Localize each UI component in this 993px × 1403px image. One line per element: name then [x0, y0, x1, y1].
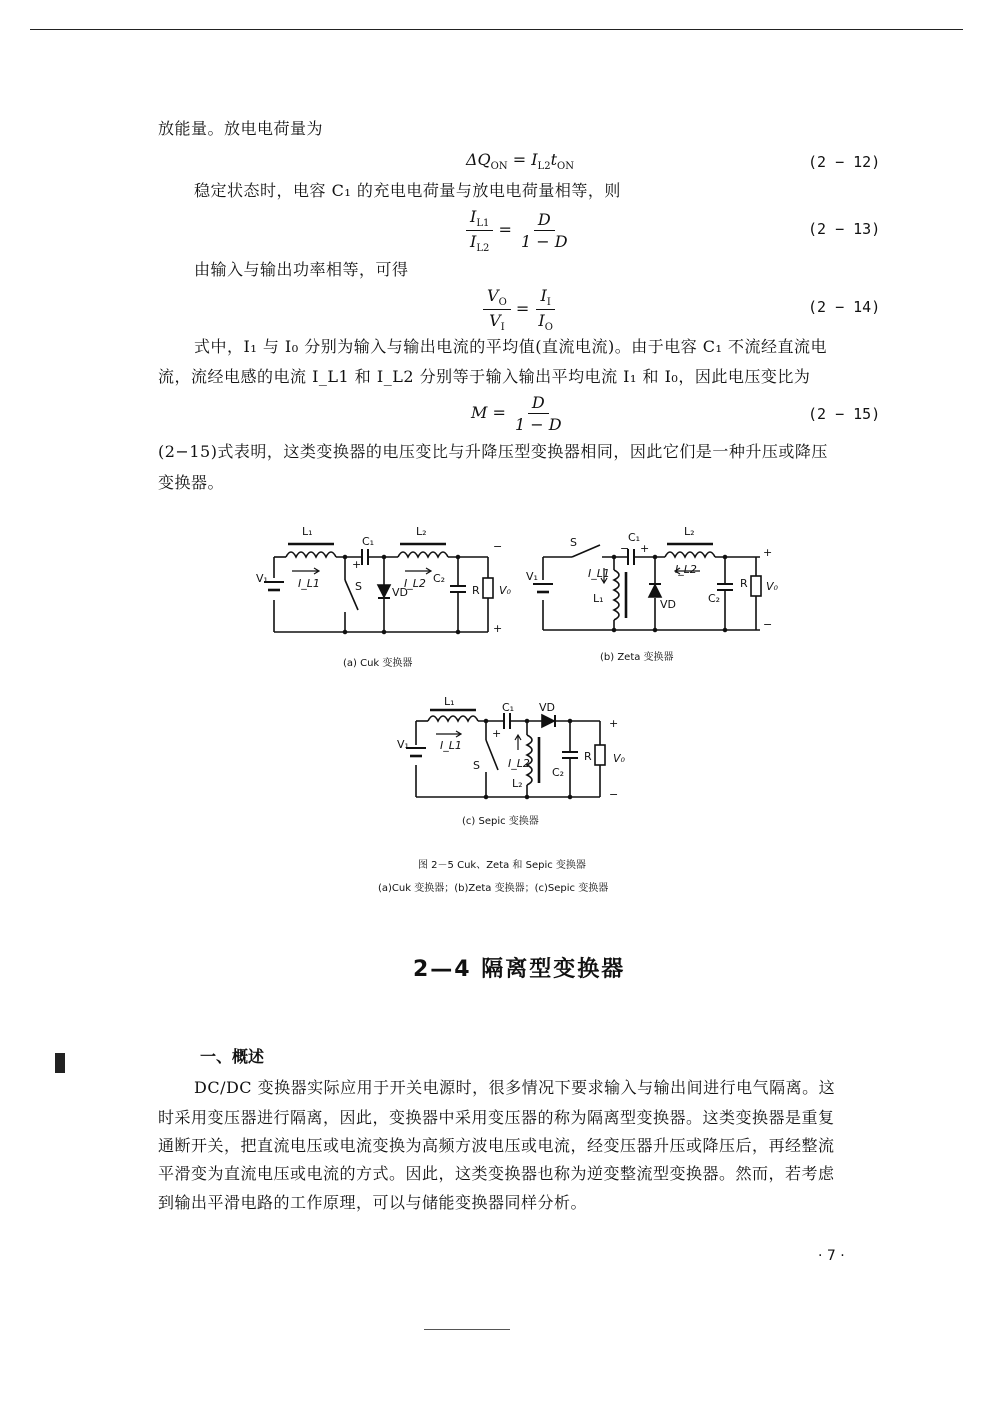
label-r-a: R [472, 584, 480, 597]
label-minus-a: − [493, 540, 503, 553]
label-il1-b: I_L1 [588, 567, 610, 580]
label-s-a: S [355, 580, 362, 593]
label-vo-b: V₀ [766, 580, 778, 593]
top-rule [30, 29, 963, 30]
label-vo-c: V₀ [613, 752, 625, 765]
caption-c: (c) Sepic 变换器 [462, 816, 539, 827]
label-vi-c: V₁ [397, 738, 409, 751]
label-s-b: S [570, 536, 577, 549]
label-c1-c: C₁ [502, 701, 515, 714]
label-minus-c1-b: − [620, 542, 630, 555]
power-line: 由输入与输出功率相等，可得 [194, 260, 409, 279]
label-plus-out-c: + [609, 717, 619, 730]
label-il2-a: I_L2 [404, 577, 426, 590]
caption-a: (a) Cuk 变换器 [343, 658, 413, 669]
equation-number-2-13: (2 − 13) [808, 220, 881, 238]
figure-title: 图 2－5 Cuk、Zeta 和 Sepic 变换器 [418, 860, 586, 871]
label-c1-a: C₁ [362, 535, 375, 548]
label-vo-a: V₀ [499, 584, 511, 597]
equation-number-2-14: (2 − 14) [808, 298, 881, 316]
intro-line: 放能量。放电电荷量为 [158, 119, 324, 138]
inductor-l2 [398, 552, 448, 557]
label-s-c: S [473, 759, 480, 772]
body-line-2: 时采用变压器进行隔离，因此，变换器中采用变压器的称为隔离型变换器。这类变换器是重复 [158, 1108, 835, 1127]
label-r-c: R [584, 750, 592, 763]
inductor-l1 [286, 552, 336, 557]
label-il2-b: I_L2 [675, 563, 697, 576]
equation-number-2-12: (2 − 12) [808, 153, 881, 171]
subsection-title: 一、概述 [200, 1047, 265, 1066]
label-minus-b: − [763, 618, 773, 631]
label-vi-a: V₁ [256, 572, 268, 585]
label-plus-c1-b: + [640, 542, 650, 555]
equation-number-2-15: (2 − 15) [808, 405, 881, 423]
label-minus-out-c: − [609, 788, 619, 801]
label-vd-a: VD [392, 586, 408, 599]
body-line-5: 到输出平滑电路的工作原理，可以与储能变换器同样分析。 [158, 1193, 588, 1212]
page-number: · 7 · [818, 1248, 845, 1264]
bottom-rule [424, 1329, 510, 1330]
figure-2-5-circuits [0, 515, 993, 895]
label-plus-out-a: + [493, 622, 503, 635]
equation-2-15: M = $\frac{D}{1 - D}$ [471, 393, 562, 434]
label-l1-a: L₁ [302, 525, 313, 538]
label-c2-a: C₂ [433, 572, 446, 585]
label-l2-a: L₂ [416, 525, 427, 538]
label-vd-c: VD [539, 701, 555, 714]
steady-state-line: 稳定状态时，电容 C₁ 的充电电荷量与放电电荷量相等，则 [194, 181, 621, 200]
body-line-3: 通断开关，把直流电压或电流变换为高频方波电压或电流，经变压器升压或降压后，再经整流 [158, 1136, 835, 1155]
equation-2-13: $\frac{I_{L1}}{I_{L2}}$ = $\frac{D}{1 - D}$ [466, 207, 572, 254]
figure-subtitle: (a)Cuk 变换器；(b)Zeta 变换器；(c)Sepic 变换器 [378, 883, 609, 894]
label-il1-c: I_L1 [440, 739, 462, 752]
label-l1-c: L₁ [444, 695, 455, 708]
label-vi-b: V₁ [526, 570, 538, 583]
body-line-1: DC/DC 变换器实际应用于开关电源时，很多情况下要求输入与输出间进行电气隔离。这 [194, 1078, 836, 1097]
section-heading: 2—4 隔离型变换器 [413, 957, 626, 982]
label-r-b: R [740, 577, 748, 590]
equation-2-14: $\frac{V_O}{V_I}$ = $\frac{I_I}{I_O}$ [483, 286, 557, 333]
label-l2-b: L₂ [684, 525, 695, 538]
label-c2-b: C₂ [708, 592, 721, 605]
paragraph-2-line-2: 变换器。 [158, 473, 225, 492]
label-plus-b: + [763, 546, 773, 559]
body-line-4: 平滑变为直流电压或电流的方式。因此，这类变换器也称为逆变整流型变换器。然而，若考虑 [158, 1164, 835, 1183]
label-vd-b: VD [660, 598, 676, 611]
label-c2-c: C₂ [552, 766, 565, 779]
caption-b: (b) Zeta 变换器 [600, 652, 674, 663]
margin-mark [55, 1053, 65, 1073]
label-l1-b: L₁ [593, 592, 604, 605]
label-c1-b: C₁ [628, 531, 641, 544]
label-l2-c: L₂ [512, 777, 523, 790]
label-plus-c: + [492, 727, 502, 740]
capacitor-c1 [362, 549, 368, 565]
sepic-circuit [406, 710, 605, 799]
equation-2-12: $\Delta Q_{ON} = I_{L2}t_{ON}$ [466, 150, 574, 173]
paragraph-1-line-2: 流，流经电感的电流 I_L1 和 I_L2 分别等于输入输出平均电流 I₁ 和 I₀，因此电压变比为 [158, 367, 811, 386]
paragraph-2-line-1: (2−15)式表明，这类变换器的电压变比与升降压型变换器相同，因此它们是一种升压或降压 [158, 442, 828, 461]
label-il1-a: I_L1 [298, 577, 320, 590]
label-plus-a: + [352, 558, 362, 571]
zeta-circuit [533, 544, 761, 632]
label-il2-c: I_L2 [508, 757, 530, 770]
paragraph-1-line-1: 式中，I₁ 与 I₀ 分别为输入与输出电流的平均值(直流电流)。由于电容 C₁ 不流经直流电 [194, 337, 828, 356]
